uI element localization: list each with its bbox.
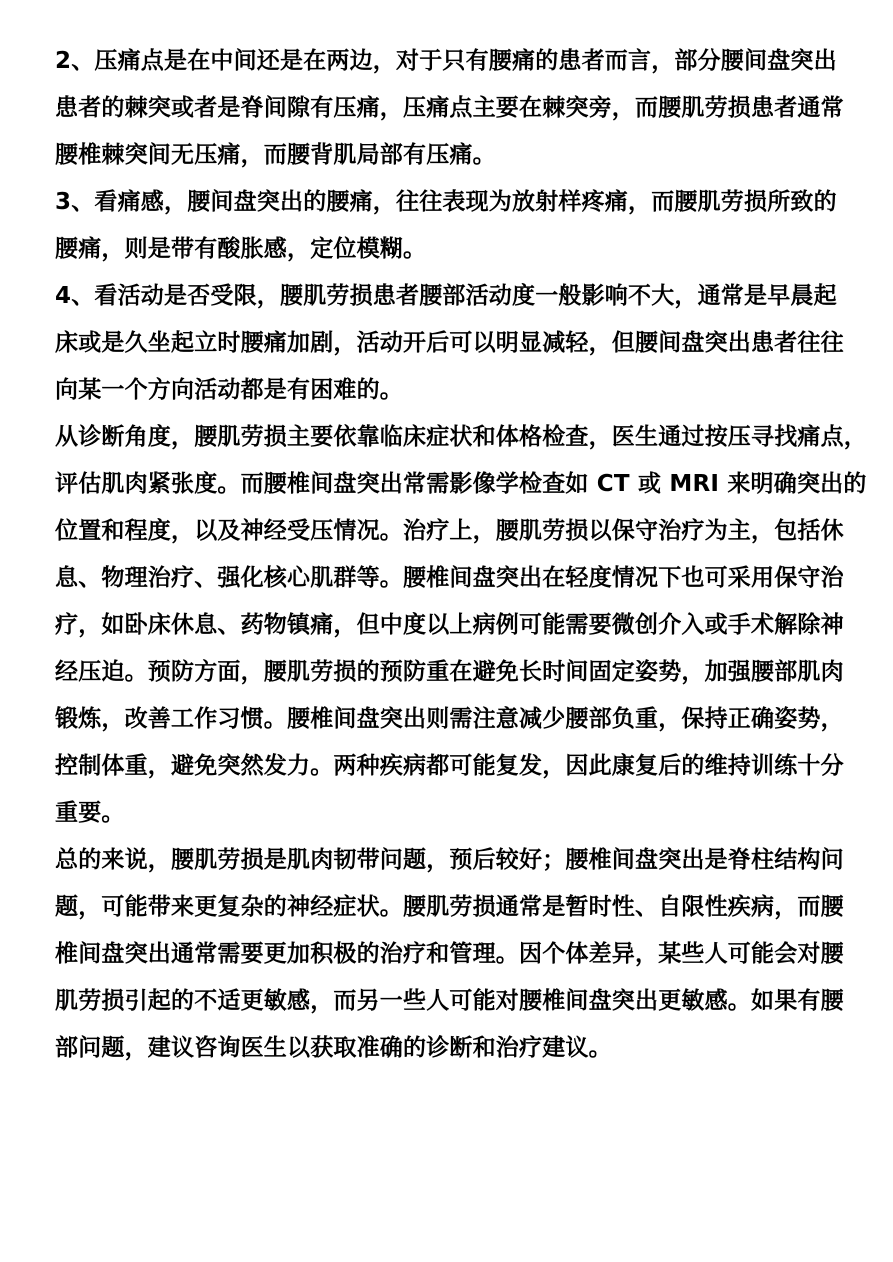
document-text-body xyxy=(55,38,867,1072)
text-line: 部问题，建议咨询医生以获取准确的诊断和治疗建议。 xyxy=(55,1035,612,1061)
text-line: 息、物理治疗、强化核心肌群等。腰椎间盘突出在轻度情况下也可采用保守治 xyxy=(55,565,844,591)
text-line: 腰痛，则是带有酸胀感，定位模糊。 xyxy=(55,236,427,262)
text-line: 经压迫。预防方面，腰肌劳损的预防重在避免长时间固定姿势，加强腰部肌肉 xyxy=(55,659,844,685)
text-line: 重要。 xyxy=(55,800,125,826)
paragraph-item-2 xyxy=(55,38,844,179)
text-line: 题，可能带来更复杂的神经症状。腰肌劳损通常是暂时性、自限性疾病，而腰 xyxy=(55,894,844,920)
paragraph-item-3 xyxy=(55,179,837,273)
paragraph-item-4 xyxy=(55,273,844,414)
text-line: 2、压痛点是在中间还是在两边，对于只有腰痛的患者而言，部分腰间盘突出 xyxy=(55,48,837,74)
text-line: 从诊断角度，腰肌劳损主要依靠临床症状和体格检查，医生通过按压寻找痛点， xyxy=(55,424,867,450)
text-line: 控制体重，避免突然发力。两种疾病都可能复发，因此康复后的维持训练十分 xyxy=(55,753,844,779)
text-line: 患者的棘突或者是脊间隙有压痛，压痛点主要在棘突旁，而腰肌劳损患者通常 xyxy=(55,95,844,121)
paragraph-summary xyxy=(55,837,844,1072)
text-line: 总的来说，腰肌劳损是肌肉韧带问题，预后较好；腰椎间盘突出是脊柱结构问 xyxy=(55,847,844,873)
text-line: 评估肌肉紧张度。而腰椎间盘突出常需影像学检查如 CT 或 MRI 来明确突出的 xyxy=(55,471,867,497)
paragraph-diagnosis-treatment xyxy=(55,414,867,837)
text-line: 4、看活动是否受限，腰肌劳损患者腰部活动度一般影响不大，通常是早晨起 xyxy=(55,283,837,309)
text-line: 椎间盘突出通常需要更加积极的治疗和管理。因个体差异，某些人可能会对腰 xyxy=(55,941,844,967)
text-line: 肌劳损引起的不适更敏感，而另一些人可能对腰椎间盘突出更敏感。如果有腰 xyxy=(55,988,844,1014)
text-line: 3、看痛感，腰间盘突出的腰痛，往往表现为放射样疼痛，而腰肌劳损所致的 xyxy=(55,189,837,215)
text-line: 锻炼，改善工作习惯。腰椎间盘突出则需注意减少腰部负重，保持正确姿势， xyxy=(55,706,844,732)
text-line: 位置和程度，以及神经受压情况。治疗上，腰肌劳损以保守治疗为主，包括休 xyxy=(55,518,844,544)
text-line: 向某一个方向活动都是有困难的。 xyxy=(55,377,403,403)
text-line: 腰椎棘突间无压痛，而腰背肌局部有压痛。 xyxy=(55,142,496,168)
text-line: 疗，如卧床休息、药物镇痛，但中度以上病例可能需要微创介入或手术解除神 xyxy=(55,612,844,638)
text-line: 床或是久坐起立时腰痛加剧，活动开后可以明显减轻，但腰间盘突出患者往往 xyxy=(55,330,844,356)
